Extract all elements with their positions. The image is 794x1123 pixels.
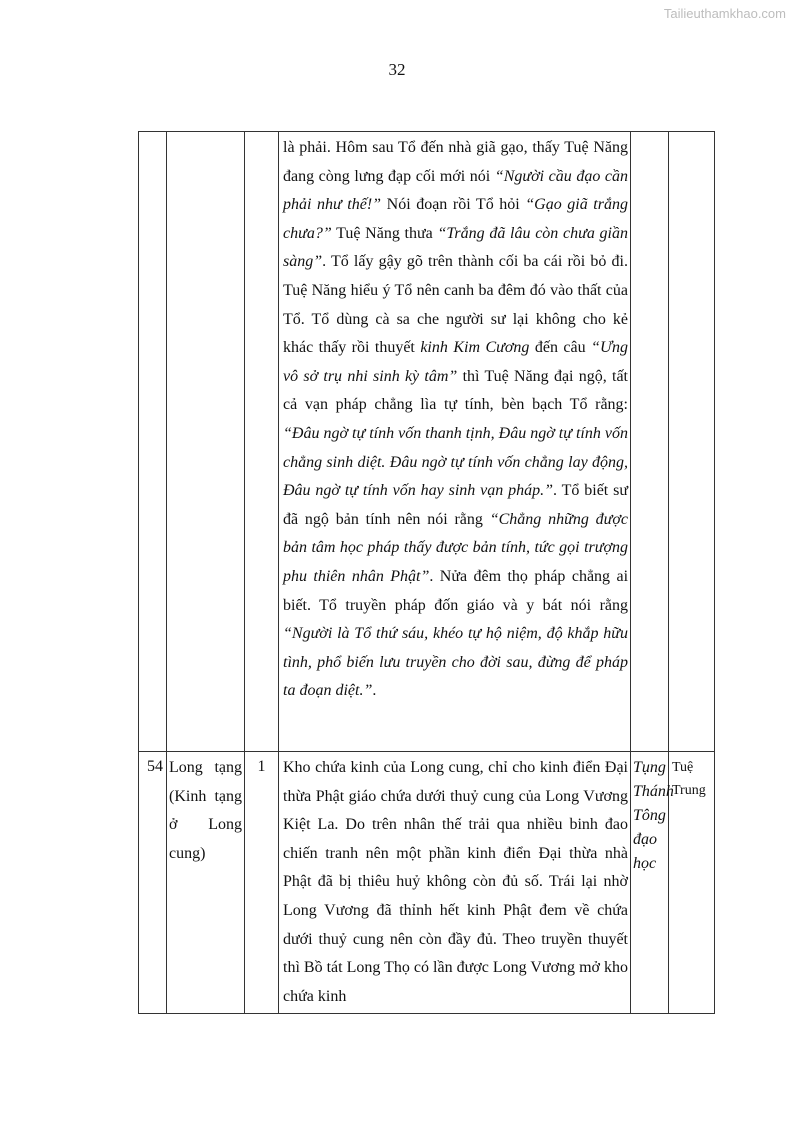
italic-quote: “Trắng đã lâu còn chưa giần sàng” — [283, 224, 628, 271]
empty-source-cell — [631, 132, 669, 752]
empty-count-cell — [245, 132, 279, 752]
text-segment: . Tổ lấy gậy gõ trên thành cối ba cái rồi bỏ đi. Tuệ Năng hiểu ý Tổ nên canh ba đêm đó vào thất của Tổ. Tổ dùng cà sa che người sư lại không cho kẻ khác thấy rồi thuyết — [283, 253, 628, 357]
entry-author: Tuệ Trung — [669, 752, 715, 1014]
text-segment: Nói đoạn rồi Tổ hỏi — [381, 196, 526, 214]
text-segment: đến câu — [529, 339, 592, 357]
text-segment: Tuệ Năng thưa — [331, 224, 438, 242]
italic-quote: “Người cầu đạo cần phải như thế!” — [283, 167, 629, 214]
entry-description-cell — [279, 752, 631, 1014]
italic-quote: “Ưng vô sở trụ nhi sinh kỳ tâm” — [283, 339, 629, 385]
text-segment: . Nửa đêm thọ pháp chẳng ai biết. Tổ truyền pháp đốn giáo và y bát nói rằng — [283, 567, 629, 614]
glossary-table — [138, 131, 715, 1014]
entry-number: 54 — [139, 752, 167, 1014]
italic-quote: “Gạo giã trắng chưa?” — [283, 196, 628, 242]
continuation-description-cell — [279, 132, 631, 752]
text-segment: thì Tuệ Năng đại ngộ, tất cả vạn pháp chẳng lìa tự tính, bèn bạch Tổ rằng: — [283, 367, 629, 414]
italic-quote: “Người là Tổ thứ sáu, khéo tự hộ niệm, độ khắp hữu tình, phổ biến lưu truyền cho đời sau, đừng để pháp ta đoạn diệt.” — [283, 625, 628, 700]
entry-source: Tụng Thánh Tông đạo học — [631, 752, 669, 1014]
entry-description: Kho chứa kinh của Long cung, chỉ cho kinh điển Đại thừa Phật giáo chứa dưới thuỷ cung của Long Vương Kiệt La. Do trên nhân thế trải qua nhiều binh đao chiến tranh nên một phần kinh điển Đại thừa nhà Phật đã bị thiêu huỷ không còn đủ số. Trái lại nhờ Long Vương đã thỉnh hết kinh Phật đem về chứa dưới thuỷ cung nên còn đầy đủ. Theo truyền thuyết thì Bồ tát Long Thọ có lần được Long Vương mở kho chứa kinh — [283, 759, 628, 1005]
watermark: Tailieuthamkhao.com — [663, 6, 786, 21]
table-row — [139, 752, 715, 1014]
continuation-description — [283, 134, 628, 706]
empty-author-cell — [669, 132, 715, 752]
italic-quote: kinh Kim Cương — [420, 339, 530, 357]
italic-quote: “Đâu ngờ tự tính vốn thanh tịnh, Đâu ngờ tự tính vốn chẳng sinh diệt. Đâu ngờ tự tính vốn chẳng lay động, Đâu ngờ tự tính vốn hay sinh vạn pháp.” — [283, 424, 628, 500]
italic-quote: “Chẳng những được bản tâm học pháp thấy được bản tính, tức gọi trượng phu thiên nhân Phật” — [283, 510, 628, 585]
text-segment: là phải. Hôm sau Tổ đến nhà giã gạo, thấy Tuệ Năng đang còng lưng đạp cối mới nói — [283, 139, 628, 185]
entry-term: Long tạng (Kinh tạng ở Long cung) — [167, 752, 245, 1014]
page-number: 32 — [388, 60, 406, 79]
empty-term-cell — [167, 132, 245, 752]
empty-number-cell — [139, 132, 167, 752]
text-segment: . Tổ biết sư đã ngộ bản tính nên nói rằng — [283, 482, 629, 528]
text-segment: . — [372, 682, 377, 700]
entry-count: 1 — [245, 752, 279, 1014]
table-row-continuation — [139, 132, 715, 752]
